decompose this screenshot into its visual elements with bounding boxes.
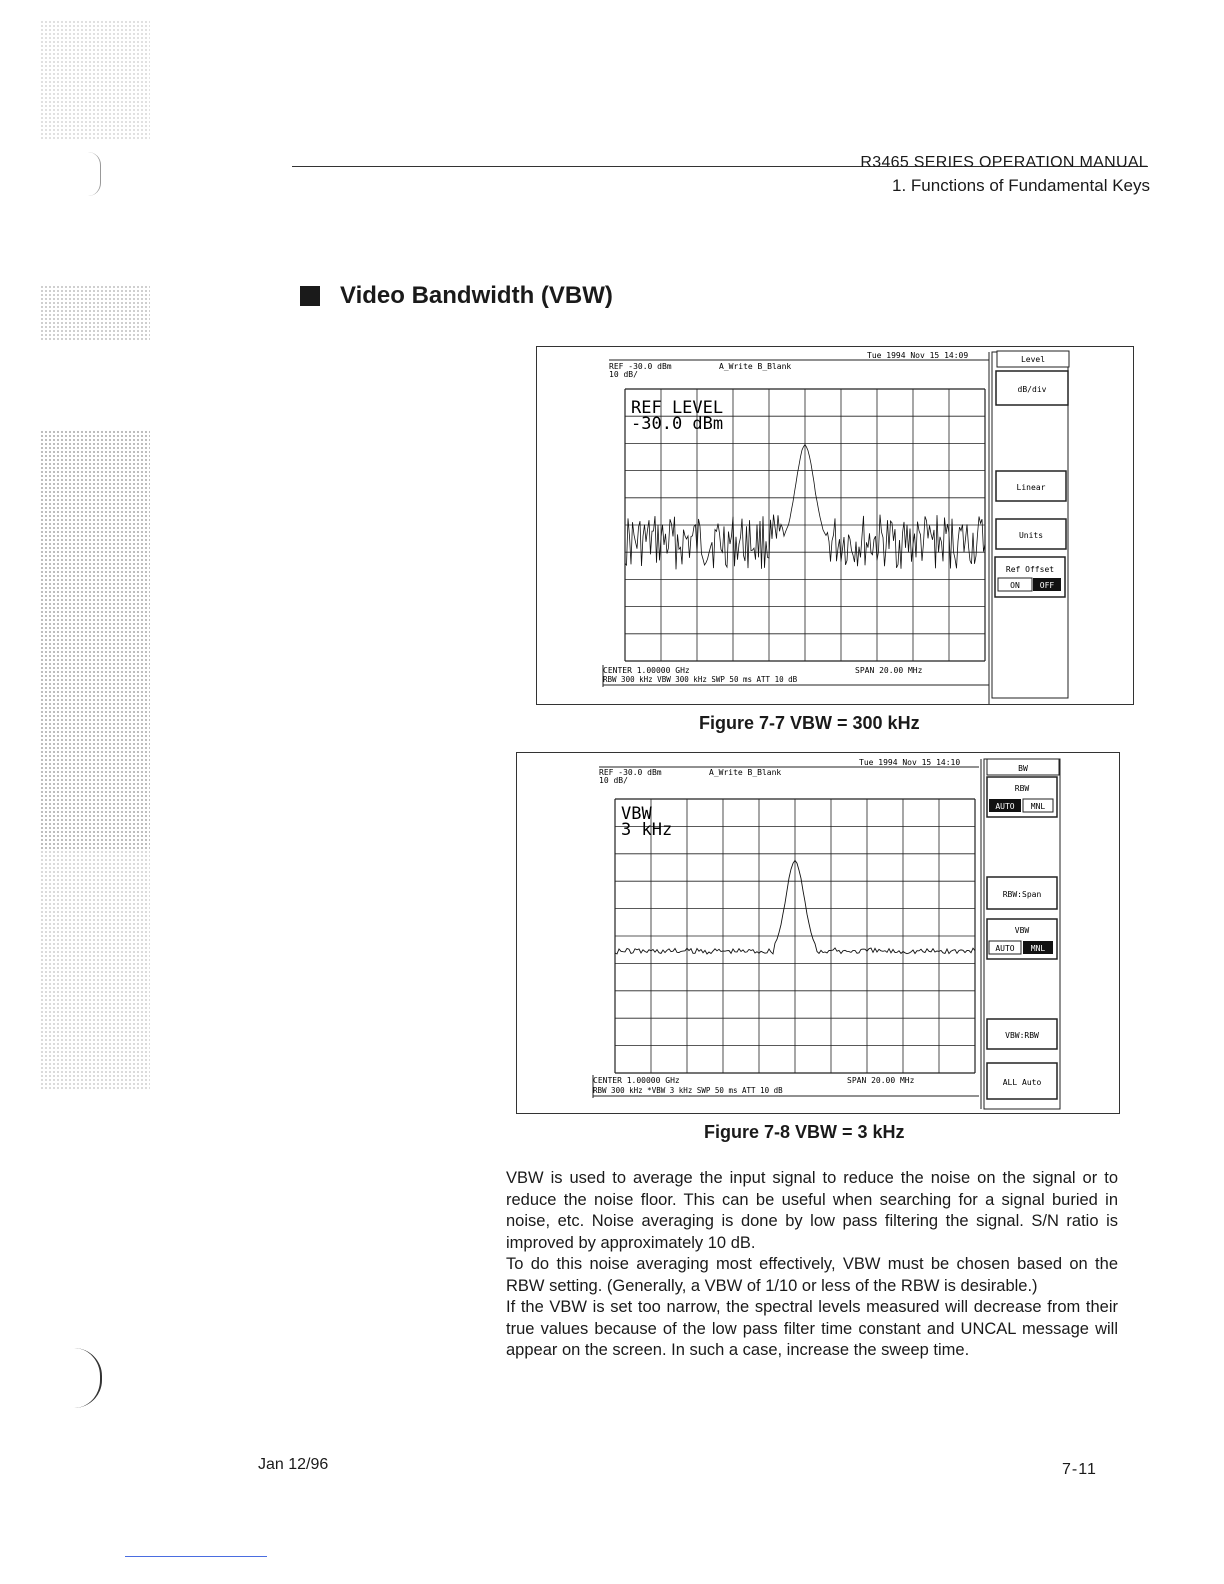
- paragraph: VBW is used to average the input signal to reduce the noise on the signal or to reduce the noise floor. This can be useful when searching for a signal buried in noise, etc. Noise averaging is done by low pass filtering the signal. S/N ratio is improved by approximately 10 dB.: [506, 1169, 1118, 1252]
- center-readout: CENTER 1.00000 GHz: [593, 1076, 680, 1085]
- softkey-all-auto[interactable]: [987, 1063, 1057, 1099]
- overlay-label: REF LEVEL: [631, 398, 724, 418]
- softkey-db-div[interactable]: [996, 371, 1068, 405]
- scan-edge-line: [125, 1556, 267, 1557]
- ref-readout: REF -30.0 dBm: [609, 362, 672, 371]
- softkey-linear-label: Linear: [1016, 483, 1046, 492]
- span-readout: SPAN 20.00 MHz: [855, 666, 923, 675]
- trace-readout: A_Write B_Blank: [719, 362, 792, 371]
- softkey-ref-offset[interactable]: [995, 557, 1065, 597]
- settings-readout: RBW 300 kHz VBW 300 kHz SWP 50 ms ATT 10 dB: [603, 675, 798, 684]
- softkey-level[interactable]: [997, 351, 1069, 367]
- scan-artifact: [40, 430, 150, 850]
- spectrum-screen-2: [517, 753, 1119, 1113]
- binding-mark: [88, 152, 101, 196]
- scan-artifact: [40, 285, 150, 340]
- footer-date: Jan 12/96: [258, 1456, 329, 1473]
- figure-7-7: [536, 346, 1134, 705]
- softkey-ref-offset-label: Ref Offset: [1005, 565, 1055, 574]
- figure-caption: Figure 7-7 VBW = 300 kHz: [699, 713, 920, 733]
- softkey-level-label: Level: [1020, 355, 1046, 364]
- softkey-bw[interactable]: [987, 759, 1059, 775]
- softkey-bw-label: BW: [1018, 764, 1028, 773]
- softkey-all-auto-label: ALL Auto: [1002, 1078, 1042, 1087]
- toggle-on-label: ON: [1010, 581, 1020, 590]
- vbw-auto-label: AUTO: [995, 944, 1015, 953]
- ref-readout: REF -30.0 dBm: [599, 768, 662, 777]
- scale-readout: 10 dB/: [609, 370, 638, 379]
- toggle-off-label: OFF: [1039, 581, 1055, 590]
- binding-mark: [74, 1348, 102, 1408]
- center-readout: CENTER 1.00000 GHz: [603, 666, 690, 675]
- softkey-linear[interactable]: [996, 471, 1066, 501]
- square-bullet-icon: [300, 286, 320, 306]
- softkey-db-div-label: dB/div: [1017, 385, 1047, 394]
- softkey-rbw-span-label: RBW:Span: [1002, 890, 1042, 899]
- softkey-vbw-label: VBW: [1014, 926, 1030, 935]
- overlay-value: -30.0 dBm: [631, 414, 724, 434]
- graticule: [615, 799, 975, 1073]
- softkey-vbw[interactable]: [987, 919, 1057, 959]
- rbw-mnl-label: MNL: [1030, 802, 1046, 811]
- spectrum-screen-1: [537, 347, 1133, 704]
- span-readout: SPAN 20.00 MHz: [847, 1076, 915, 1085]
- overlay-label: VBW: [621, 804, 652, 824]
- softkey-units[interactable]: [996, 519, 1066, 549]
- paragraph: To do this noise averaging most effectively, VBW must be chosen based on the RBW setting. (Generally, a VBW of 1/10 or less of the RBW is desirable.): [506, 1255, 1118, 1295]
- figure-7-8: [516, 752, 1120, 1114]
- trace-readout: A_Write B_Blank: [709, 768, 782, 777]
- scan-artifact: [40, 20, 150, 140]
- manual-title: R3465 SERIES OPERATION MANUAL: [860, 154, 1148, 171]
- softkey-rbw-label: RBW: [1014, 784, 1030, 793]
- scale-readout: 10 dB/: [599, 776, 628, 785]
- timestamp: Tue 1994 Nov 15 14:09: [867, 351, 969, 360]
- softkey-vbw-rbw[interactable]: [987, 1019, 1057, 1049]
- softkey-rbw-span[interactable]: [987, 877, 1057, 909]
- scan-artifact: [40, 850, 150, 1090]
- section-title: Video Bandwidth (VBW): [340, 282, 613, 309]
- softkey-vbw-rbw-label: VBW:RBW: [1005, 1031, 1039, 1040]
- softkey-rbw[interactable]: [987, 777, 1057, 817]
- chapter-title: 1. Functions of Fundamental Keys: [892, 176, 1150, 195]
- section-heading: [300, 282, 613, 310]
- settings-readout: RBW 300 kHz *VBW 3 kHz SWP 50 ms ATT 10 dB: [593, 1086, 783, 1095]
- paragraph: If the VBW is set too narrow, the spectral levels measured will decrease from their true values because of the low pass filter time constant and UNCAL message will appear on the screen. In such a case, increase the sweep time.: [506, 1298, 1118, 1359]
- timestamp: Tue 1994 Nov 15 14:10: [859, 758, 961, 767]
- softkey-units-label: Units: [1018, 531, 1044, 540]
- rbw-auto-label: AUTO: [995, 802, 1015, 811]
- vbw-mnl-label: MNL: [1030, 944, 1046, 953]
- page-number: 7-11: [1062, 1461, 1097, 1478]
- body-text: [506, 1168, 1118, 1362]
- overlay-value: 3 kHz: [621, 820, 673, 840]
- figure-caption: Figure 7-8 VBW = 3 kHz: [704, 1122, 905, 1142]
